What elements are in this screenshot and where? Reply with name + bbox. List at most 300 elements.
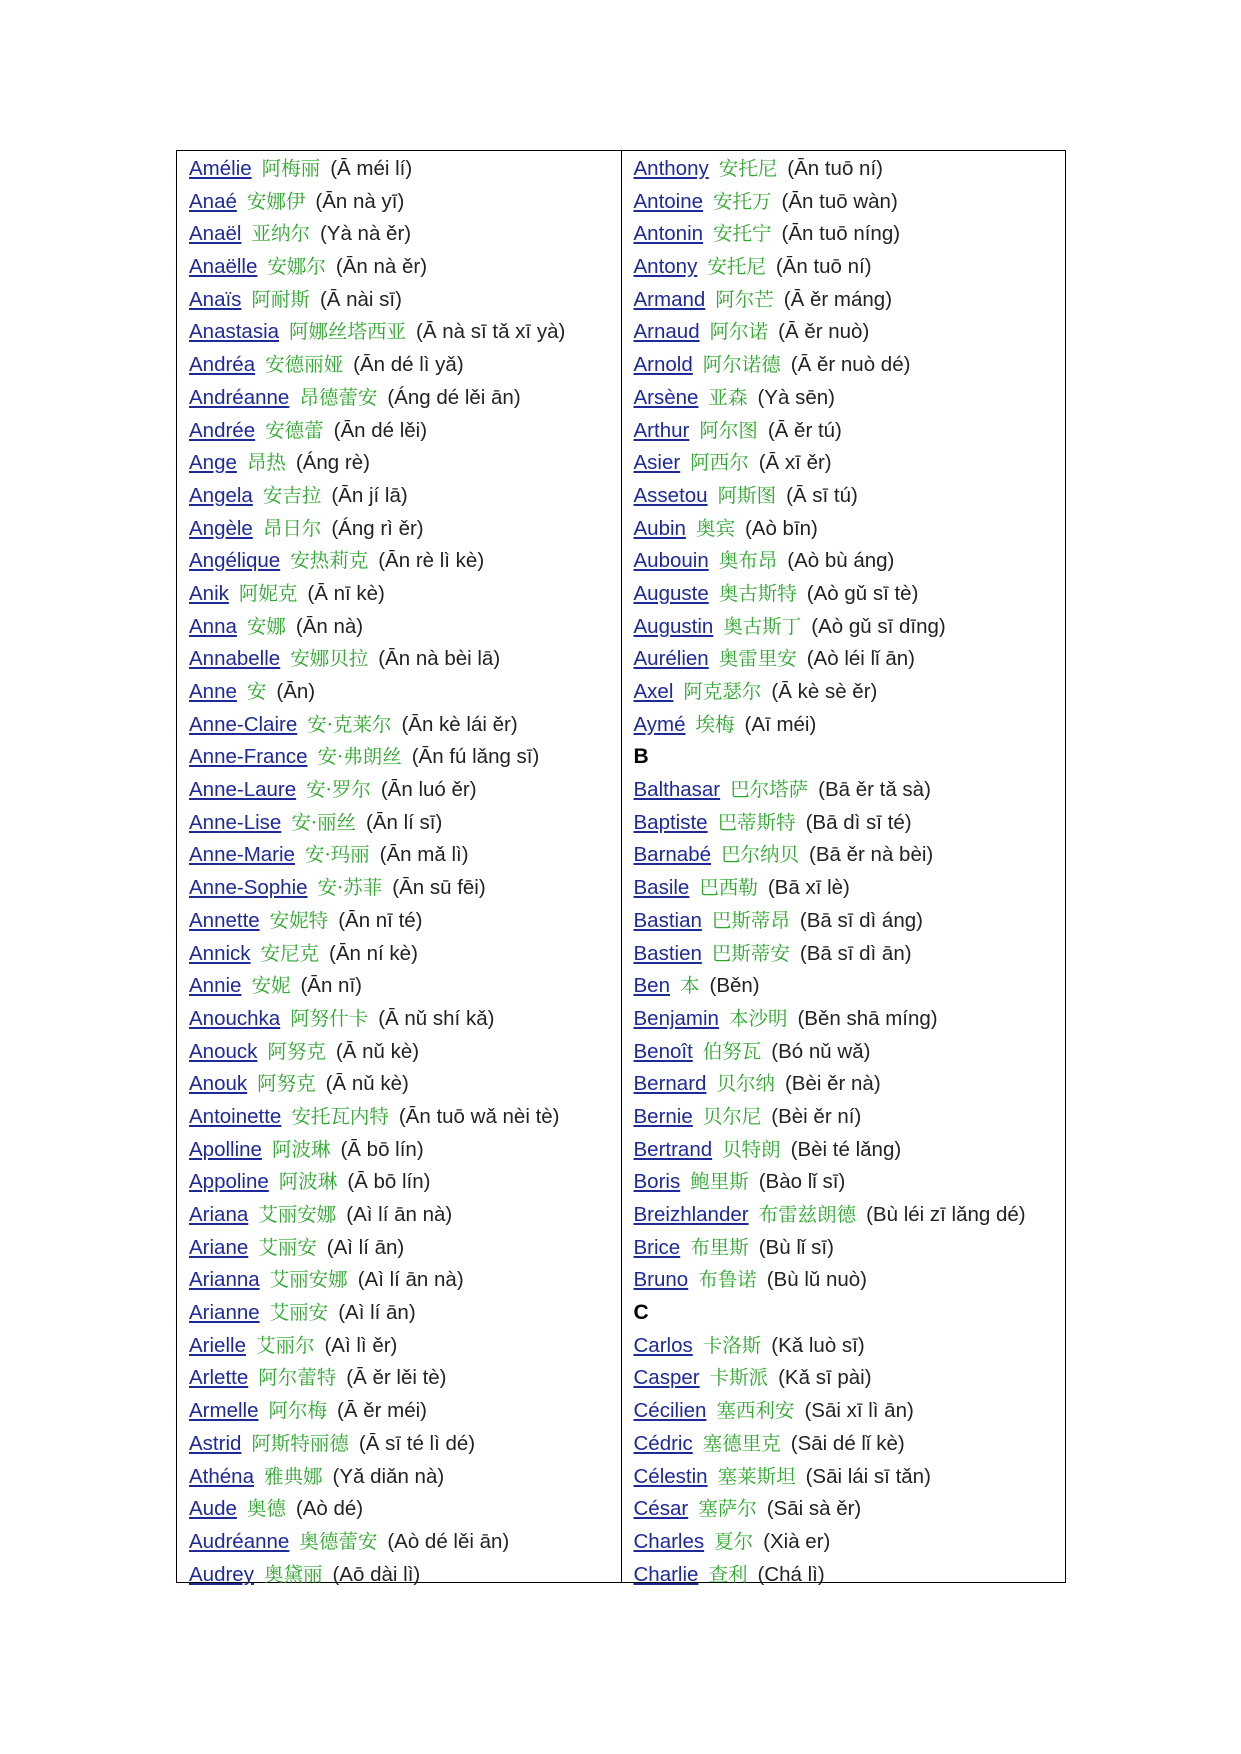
chinese-name: 布鲁诺	[698, 1268, 757, 1292]
name-entry	[189, 153, 621, 186]
chinese-name: 贝尔纳	[716, 1072, 775, 1096]
name-link[interactable]: Ben	[633, 974, 670, 998]
chinese-name: 安·丽丝	[291, 810, 357, 834]
name-link[interactable]: Ariana	[189, 1203, 249, 1226]
name-link[interactable]: Anik	[189, 581, 229, 605]
pinyin: (Běn)	[709, 974, 760, 998]
pinyin: (Ā nà sī tǎ xī yà)	[416, 320, 566, 344]
name-link[interactable]: Aude	[189, 1497, 237, 1521]
name-entry	[189, 480, 621, 513]
name-link[interactable]: Angélique	[189, 549, 281, 573]
name-entry	[634, 611, 1066, 644]
pinyin: (Ān tuō wàn)	[781, 189, 898, 213]
pinyin: (Ān jí lā)	[331, 483, 408, 507]
pinyin: (Bā sī dì ān)	[799, 941, 912, 965]
name-entry	[634, 1166, 1066, 1199]
name-entry	[189, 415, 621, 448]
name-entry	[189, 1330, 621, 1363]
name-link[interactable]: Bernard	[633, 1072, 707, 1096]
name-link[interactable]: Bertrand	[633, 1137, 713, 1161]
name-entry	[634, 513, 1066, 546]
pinyin: (Ā sī tú)	[786, 483, 858, 507]
name-entry	[189, 316, 621, 349]
pinyin: (Ān tuō ní)	[775, 255, 872, 279]
name-entry	[189, 1036, 621, 1069]
pinyin: (Ān nà ěr)	[335, 255, 428, 279]
name-link[interactable]: Anne-Lise	[189, 810, 282, 834]
name-link[interactable]: Carlos	[633, 1333, 693, 1357]
name-entry	[634, 1362, 1066, 1395]
chinese-name: 阿尔诺	[709, 320, 769, 344]
name-entry	[634, 905, 1066, 938]
name-entry	[634, 186, 1066, 219]
chinese-name: 本	[679, 974, 700, 998]
name-link[interactable]: Arnaud	[633, 320, 700, 344]
chinese-name: 埃梅	[695, 712, 735, 736]
pinyin: (Aò bù áng)	[787, 549, 895, 573]
name-entry	[189, 1134, 621, 1167]
pinyin: (Aì lì ěr)	[324, 1333, 398, 1357]
name-link[interactable]: Annick	[189, 941, 251, 965]
pinyin: (Ān luó ěr)	[380, 778, 477, 802]
name-entry	[189, 1166, 621, 1199]
name-link[interactable]: Anne-Marie	[189, 843, 295, 867]
name-entry	[634, 1461, 1066, 1494]
chinese-name: 查利	[708, 1562, 748, 1586]
name-entry	[189, 1101, 621, 1134]
name-link[interactable]: Arthur	[633, 418, 690, 442]
chinese-name: 艾丽安娜	[269, 1268, 348, 1292]
name-entry	[189, 1428, 621, 1461]
chinese-name: 阿波琳	[271, 1137, 331, 1161]
chinese-name: 安妮特	[269, 908, 329, 932]
chinese-name: 艾丽安娜	[258, 1203, 337, 1226]
pinyin: (Aò dé)	[295, 1497, 364, 1521]
name-entry	[634, 1428, 1066, 1461]
chinese-name: 塞德里克	[702, 1431, 781, 1455]
name-link[interactable]: Anouchka	[189, 1006, 281, 1030]
name-entry	[189, 839, 621, 872]
name-entry	[634, 1134, 1066, 1167]
pinyin: (Ān nà)	[295, 614, 364, 638]
pinyin: (Ā kè sè ěr)	[771, 680, 878, 703]
name-link[interactable]: Anaëlle	[189, 255, 258, 279]
name-entry	[634, 872, 1066, 905]
name-link[interactable]: Anne-France	[189, 745, 308, 769]
name-link[interactable]: Anouk	[189, 1072, 248, 1096]
pinyin: (Ān tuō wǎ nèi tè)	[398, 1104, 560, 1128]
right-column	[622, 151, 1066, 1586]
chinese-name: 巴斯蒂昂	[711, 908, 790, 932]
chinese-name: 布雷兹朗德	[758, 1203, 857, 1226]
chinese-name: 奥宾	[695, 516, 735, 540]
pinyin: (Ā méi lí)	[330, 157, 413, 180]
pinyin: (Bèi ěr ní)	[771, 1104, 862, 1128]
chinese-name: 亚纳尔	[251, 222, 310, 246]
name-link[interactable]: Barnabé	[633, 843, 712, 867]
name-entry	[634, 1559, 1066, 1592]
chinese-name: 阿妮克	[238, 581, 298, 605]
name-entry	[189, 676, 621, 709]
name-link[interactable]: Aubin	[633, 516, 686, 540]
name-link[interactable]: Anthony	[633, 157, 709, 180]
pinyin: (Sāi xī lì ān)	[804, 1399, 914, 1423]
name-entry	[634, 349, 1066, 382]
chinese-name: 阿尔蕾特	[258, 1366, 337, 1390]
pinyin: (Yà nà ěr)	[319, 222, 412, 246]
name-link[interactable]: Armelle	[189, 1399, 259, 1423]
pinyin: (Ā ěr nuò dé)	[790, 353, 911, 377]
name-link[interactable]: Anne-Sophie	[189, 876, 308, 900]
chinese-name: 安热莉克	[290, 549, 369, 573]
name-link[interactable]: Bruno	[633, 1268, 689, 1292]
chinese-name: 阿尔图	[699, 418, 758, 442]
name-link[interactable]: Brice	[633, 1235, 681, 1259]
name-link[interactable]: Armand	[633, 287, 706, 311]
name-link[interactable]: Antoine	[633, 189, 704, 213]
pinyin: (Áng rì ěr)	[331, 516, 424, 540]
chinese-name: 奥德蕾安	[299, 1529, 378, 1553]
name-link[interactable]: Anaïs	[189, 287, 242, 311]
name-link[interactable]: Ange	[189, 451, 237, 475]
chinese-name: 阿尔芒	[715, 287, 774, 311]
pinyin: (Ān lí sī)	[366, 810, 443, 834]
name-entry	[634, 643, 1066, 676]
name-link[interactable]: Cédric	[633, 1431, 693, 1455]
name-entry	[189, 709, 621, 742]
chinese-name: 塞西利安	[716, 1399, 795, 1423]
pinyin: (Áng rè)	[295, 451, 370, 475]
name-link[interactable]: Angèle	[189, 516, 253, 540]
pinyin: (Aì lí ān nà)	[357, 1268, 464, 1292]
chinese-name: 奥古斯丁	[723, 614, 802, 638]
name-link[interactable]: Antoinette	[189, 1104, 282, 1128]
name-link[interactable]: Arianna	[189, 1268, 260, 1292]
name-link[interactable]: Bernie	[633, 1104, 693, 1128]
name-link[interactable]: Annabelle	[189, 647, 281, 671]
pinyin: (Ā nī kè)	[307, 581, 385, 605]
name-link[interactable]: Basile	[633, 876, 690, 900]
chinese-name: 艾丽尔	[255, 1333, 315, 1357]
chinese-name: 卡洛斯	[702, 1333, 762, 1357]
pinyin: (Kǎ luò sī)	[771, 1333, 865, 1357]
name-link[interactable]: Anne-Laure	[189, 778, 297, 802]
pinyin: (Sāi dé lǐ kè)	[790, 1431, 905, 1455]
name-entry	[634, 480, 1066, 513]
chinese-name: 巴尔纳贝	[721, 843, 800, 867]
chinese-name: 奥布昂	[718, 549, 778, 573]
name-entry	[634, 774, 1066, 807]
name-link[interactable]: Appoline	[189, 1170, 269, 1194]
name-entry	[634, 807, 1066, 840]
chinese-name: 阿克瑟尔	[683, 680, 762, 703]
name-entry	[634, 545, 1066, 578]
name-entry	[189, 1461, 621, 1494]
chinese-name: 阿斯图	[717, 483, 777, 507]
pinyin: (Ān)	[276, 680, 316, 703]
pinyin: (Ā bō lín)	[347, 1170, 431, 1194]
pinyin: (Sāi lái sī tǎn)	[805, 1464, 931, 1488]
name-entry	[634, 1526, 1066, 1559]
chinese-name: 贝特朗	[722, 1137, 781, 1161]
name-link[interactable]: Annette	[189, 908, 260, 932]
name-link[interactable]: Arielle	[189, 1333, 246, 1357]
name-link[interactable]: Anaël	[189, 222, 242, 246]
name-entry	[634, 1199, 1066, 1232]
pinyin: (Aò bīn)	[744, 516, 818, 540]
chinese-name: 本沙明	[728, 1006, 788, 1030]
pinyin: (Ān fú lǎng sī)	[411, 745, 540, 769]
pinyin: (Ā ěr máng)	[783, 287, 893, 311]
chinese-name: 安娜伊	[246, 189, 306, 213]
chinese-name: 伯努瓦	[702, 1039, 762, 1063]
name-link[interactable]: Antonin	[633, 222, 704, 246]
chinese-name: 安德丽娅	[265, 353, 344, 377]
name-entry	[189, 1362, 621, 1395]
name-link[interactable]: Angela	[189, 483, 253, 507]
pinyin: (Bèi ěr nà)	[784, 1072, 881, 1096]
name-link[interactable]: Anaé	[189, 189, 237, 213]
name-link[interactable]: Assetou	[633, 483, 708, 507]
pinyin: (Ān sū fēi)	[392, 876, 486, 900]
chinese-name: 巴西勒	[699, 876, 758, 900]
chinese-name: 安托宁	[713, 222, 772, 246]
name-link[interactable]: Annie	[189, 974, 242, 998]
name-link[interactable]: Charlie	[633, 1562, 699, 1586]
name-entry	[189, 905, 621, 938]
name-link[interactable]: Charles	[633, 1529, 705, 1553]
names-table	[176, 150, 1066, 1586]
name-entry	[189, 611, 621, 644]
name-entry	[189, 938, 621, 971]
name-entry	[189, 807, 621, 840]
chinese-name: 塞萨尔	[698, 1497, 757, 1521]
name-link[interactable]: Balthasar	[633, 778, 721, 802]
chinese-name: 艾丽安	[269, 1301, 329, 1325]
name-link[interactable]: Arlette	[189, 1366, 249, 1390]
name-link[interactable]: Aymé	[633, 712, 686, 736]
pinyin: (Ān kè lái ěr)	[401, 712, 518, 736]
chinese-name: 塞莱斯坦	[717, 1464, 796, 1488]
name-entry	[189, 251, 621, 284]
name-link[interactable]: Arsène	[633, 385, 699, 409]
chinese-name: 阿尔梅	[268, 1399, 328, 1423]
name-link[interactable]: Anna	[189, 614, 237, 638]
section-letter-heading: C	[633, 1301, 649, 1325]
name-entry	[189, 218, 621, 251]
name-entry	[634, 316, 1066, 349]
name-entry	[189, 284, 621, 317]
name-link[interactable]: Casper	[633, 1366, 700, 1390]
chinese-name: 安	[246, 680, 267, 703]
name-entry	[634, 1330, 1066, 1363]
name-link[interactable]: Célestin	[633, 1464, 708, 1488]
chinese-name: 阿努克	[257, 1072, 316, 1096]
name-link[interactable]: Bastien	[633, 941, 702, 965]
name-link[interactable]: Breizhlander	[633, 1203, 749, 1226]
name-link[interactable]: Andréanne	[189, 385, 290, 409]
name-entry	[189, 513, 621, 546]
chinese-name: 雅典娜	[263, 1464, 323, 1488]
name-link[interactable]: Axel	[633, 680, 674, 703]
chinese-name: 安·玛丽	[304, 843, 370, 867]
name-entry	[189, 1297, 621, 1330]
chinese-name: 安吉拉	[262, 483, 322, 507]
name-entry	[189, 643, 621, 676]
name-link[interactable]: Audrey	[189, 1562, 254, 1586]
name-entry	[189, 1395, 621, 1428]
pinyin: (Aō dài lì)	[332, 1562, 421, 1586]
name-link[interactable]: Anastasia	[189, 320, 280, 344]
section-letter-heading: B	[633, 745, 649, 769]
pinyin: (Yǎ diǎn nà)	[332, 1464, 445, 1488]
chinese-name: 奥雷里安	[718, 647, 797, 671]
name-link[interactable]: Anne-Claire	[189, 712, 298, 736]
chinese-name: 阿努克	[267, 1039, 326, 1063]
name-entry	[634, 218, 1066, 251]
name-entry	[189, 1526, 621, 1559]
name-link[interactable]: Augustin	[633, 614, 714, 638]
chinese-name: 安·苏菲	[317, 876, 383, 900]
name-entry	[189, 970, 621, 1003]
chinese-name: 艾丽安	[258, 1235, 317, 1259]
chinese-name: 奥黛丽	[263, 1562, 323, 1586]
name-link[interactable]: Bastian	[633, 908, 702, 932]
pinyin: (Ān nī)	[300, 974, 362, 998]
left-column	[177, 151, 622, 1586]
name-link[interactable]: Amélie	[189, 157, 252, 180]
pinyin: (Ān rè lì kè)	[378, 549, 485, 573]
chinese-name: 阿波琳	[278, 1170, 338, 1194]
pinyin: (Aì lí ān nà)	[346, 1203, 453, 1226]
pinyin: (Aò dé lěi ān)	[387, 1529, 510, 1553]
name-entry	[189, 1003, 621, 1036]
name-entry	[189, 545, 621, 578]
name-entry	[634, 1101, 1066, 1134]
name-link[interactable]: Astrid	[189, 1431, 242, 1455]
name-entry	[189, 1493, 621, 1526]
name-link[interactable]: Cécilien	[633, 1399, 707, 1423]
pinyin: (Bù lǐ sī)	[758, 1235, 834, 1259]
name-entry	[634, 1395, 1066, 1428]
name-link[interactable]: Asier	[633, 451, 681, 475]
name-link[interactable]: Boris	[633, 1170, 681, 1194]
chinese-name: 昂热	[246, 451, 286, 475]
name-link[interactable]: Aubouin	[633, 549, 709, 573]
name-entry	[189, 774, 621, 807]
pinyin: (Ā ěr lěi tè)	[346, 1366, 447, 1390]
pinyin: (Bèi té lǎng)	[790, 1137, 902, 1161]
name-entry	[189, 447, 621, 480]
name-link[interactable]: Baptiste	[633, 810, 708, 834]
name-entry	[634, 1068, 1066, 1101]
name-link[interactable]: Antony	[633, 255, 698, 279]
name-link[interactable]: Aurélien	[633, 647, 709, 671]
name-entry	[634, 447, 1066, 480]
name-link[interactable]: Andrée	[189, 418, 256, 442]
name-entry	[189, 1068, 621, 1101]
pinyin: (Yà sēn)	[757, 385, 835, 409]
name-entry	[634, 251, 1066, 284]
pinyin: (Áng dé lěi ān)	[387, 385, 521, 409]
name-link[interactable]: Anouck	[189, 1039, 258, 1063]
name-link[interactable]: Arnold	[633, 353, 693, 377]
pinyin: (Ā bō lín)	[340, 1137, 424, 1161]
name-entry	[189, 1232, 621, 1265]
pinyin: (Aò gǔ sī tè)	[806, 581, 919, 605]
chinese-name: 卡斯派	[709, 1366, 769, 1390]
name-entry	[634, 1003, 1066, 1036]
chinese-name: 安德蕾	[265, 418, 324, 442]
pinyin: (Ān tuō níng)	[781, 222, 901, 246]
name-link[interactable]: Benjamin	[633, 1006, 719, 1030]
chinese-name: 夏尔	[714, 1529, 754, 1553]
name-entry	[634, 153, 1066, 186]
name-entry	[189, 349, 621, 382]
chinese-name: 布里斯	[690, 1235, 749, 1259]
name-link[interactable]: Arianne	[189, 1301, 260, 1325]
name-entry	[634, 1036, 1066, 1069]
pinyin: (Ā ěr nuò)	[778, 320, 870, 344]
pinyin: (Ā xī ěr)	[758, 451, 832, 475]
chinese-name: 亚森	[708, 385, 748, 409]
pinyin: (Ān dé lì yǎ)	[353, 353, 464, 377]
chinese-name: 安娜尔	[267, 255, 326, 279]
chinese-name: 阿娜丝塔西亚	[289, 320, 407, 344]
pinyin: (Ān nī té)	[338, 908, 423, 932]
chinese-name: 阿西尔	[690, 451, 749, 475]
name-entry	[189, 741, 621, 774]
name-entry	[634, 709, 1066, 742]
name-entry	[189, 872, 621, 905]
name-link[interactable]: César	[633, 1497, 689, 1521]
chinese-name: 安·克莱尔	[307, 712, 392, 736]
chinese-name: 安托尼	[707, 255, 766, 279]
name-link[interactable]: Anne	[189, 680, 237, 703]
chinese-name: 阿努什卡	[290, 1006, 369, 1030]
name-link[interactable]: Andréa	[189, 353, 256, 377]
pinyin: (Aì lí ān)	[326, 1235, 405, 1259]
pinyin: (Kǎ sī pài)	[778, 1366, 872, 1390]
pinyin: (Ān mǎ lì)	[379, 843, 469, 867]
pinyin: (Bā sī dì áng)	[799, 908, 923, 932]
pinyin: (Chá lì)	[757, 1562, 825, 1586]
chinese-name: 安尼克	[260, 941, 320, 965]
pinyin: (Ān dé lěi)	[333, 418, 428, 442]
chinese-name: 昂德蕾安	[299, 385, 378, 409]
pinyin: (Ān nà bèi lā)	[378, 647, 501, 671]
name-entry	[189, 1559, 621, 1592]
chinese-name: 鲍里斯	[690, 1170, 749, 1194]
pinyin: (Ā ěr méi)	[337, 1399, 427, 1423]
pinyin: (Ān nà yī)	[315, 189, 405, 213]
name-link[interactable]: Apolline	[189, 1137, 262, 1161]
name-entry	[634, 970, 1066, 1003]
name-entry	[634, 284, 1066, 317]
name-link[interactable]: Auguste	[633, 581, 709, 605]
chinese-name: 安·罗尔	[306, 778, 371, 802]
name-entry	[634, 839, 1066, 872]
name-link[interactable]: Benoît	[633, 1039, 693, 1063]
chinese-name: 阿斯特丽德	[251, 1431, 349, 1455]
name-entry	[189, 578, 621, 611]
name-link[interactable]: Athéna	[189, 1464, 254, 1488]
pinyin: (Aò gǔ sī dīng)	[811, 614, 946, 638]
pinyin: (Ān ní kè)	[329, 941, 418, 965]
name-link[interactable]: Audréanne	[189, 1529, 290, 1553]
pinyin: (Bó nǔ wǎ)	[771, 1039, 871, 1063]
name-link[interactable]: Ariane	[189, 1235, 249, 1259]
